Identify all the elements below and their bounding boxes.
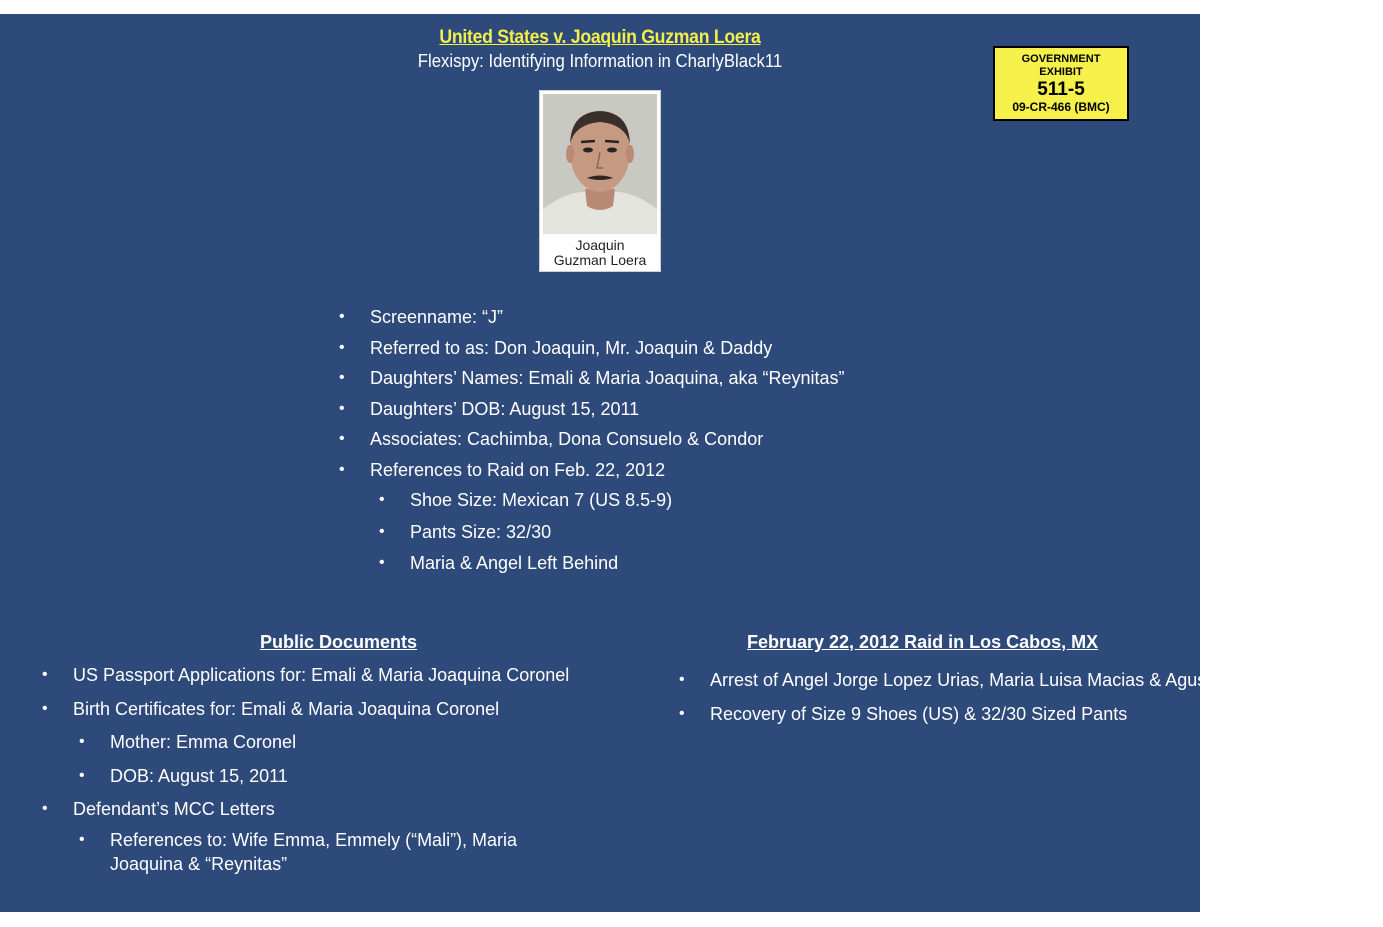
slide-subtitle: Flexispy: Identifying Information in CharlyBlack11 [417, 51, 783, 71]
raid-section-heading: February 22, 2012 Raid in Los Cabos, MX [747, 632, 1099, 652]
sub-list-item: • Shoe Size: Mexican 7 (US 8.5-9) [410, 485, 845, 517]
case-title: United States v. Joaquin Guzman Loera [439, 27, 761, 48]
raid-section-list [710, 666, 1383, 734]
exhibit-number: 511-5 [1037, 79, 1085, 100]
government-exhibit-sticker [993, 46, 1129, 121]
sub-list-item: • Pants Size: 32/30 [410, 517, 845, 549]
list-item: • Screenname: “J” [370, 302, 845, 333]
mugshot-image [543, 94, 657, 234]
sub-list-item: • References to: Wife Emma, Emmely (“Mali”), Maria Joaquina & “Reynitas” [110, 828, 550, 876]
list-item: • References to Raid on Feb. 22, 2012 [370, 455, 845, 486]
list-item: • Recovery of Size 9 Shoes (US) & 32/30 Sized Pants [710, 700, 1130, 728]
exhibit-line1: GOVERNMENT [1021, 53, 1101, 65]
exhibit-case-number: 09-CR-466 (BMC) [1012, 100, 1110, 114]
sub-list-item: • Maria & Angel Left Behind [410, 548, 845, 580]
public-documents-heading: Public Documents [260, 632, 418, 652]
identifying-info-list [370, 302, 845, 580]
photo-caption-first: Joaquin [575, 237, 625, 253]
defendant-photo [539, 90, 661, 272]
list-item: • Arrest of Angel Jorge Lopez Urias, Maria Luisa Macias & Agustina Cabanillas Acosta [710, 666, 1130, 694]
list-item: • Associates: Cachimba, Dona Consuelo & Condor [370, 424, 845, 455]
list-item: • Daughters’ Names: Emali & Maria Joaquina, aka “Reynitas” [370, 363, 845, 394]
photo-caption [540, 238, 660, 268]
list-item: • Referred to as: Don Joaquin, Mr. Joaquin & Daddy [370, 333, 845, 364]
list-item: • US Passport Applications for: Emali & Maria Joaquina Coronel [73, 660, 569, 690]
exhibit-line2: EXHIBIT [1039, 66, 1083, 78]
slide [0, 14, 1383, 912]
sub-list-item: • Mother: Emma Coronel [110, 727, 569, 757]
sub-list-item: • DOB: August 15, 2011 [110, 761, 569, 791]
list-item: • Birth Certificates for: Emali & Maria Joaquina Coronel [73, 694, 569, 724]
photo-caption-last: Guzman Loera [553, 252, 647, 268]
public-documents-list [73, 660, 569, 880]
list-item: • Defendant’s MCC Letters [73, 794, 569, 824]
list-item: • Daughters’ DOB: August 15, 2011 [370, 394, 845, 425]
